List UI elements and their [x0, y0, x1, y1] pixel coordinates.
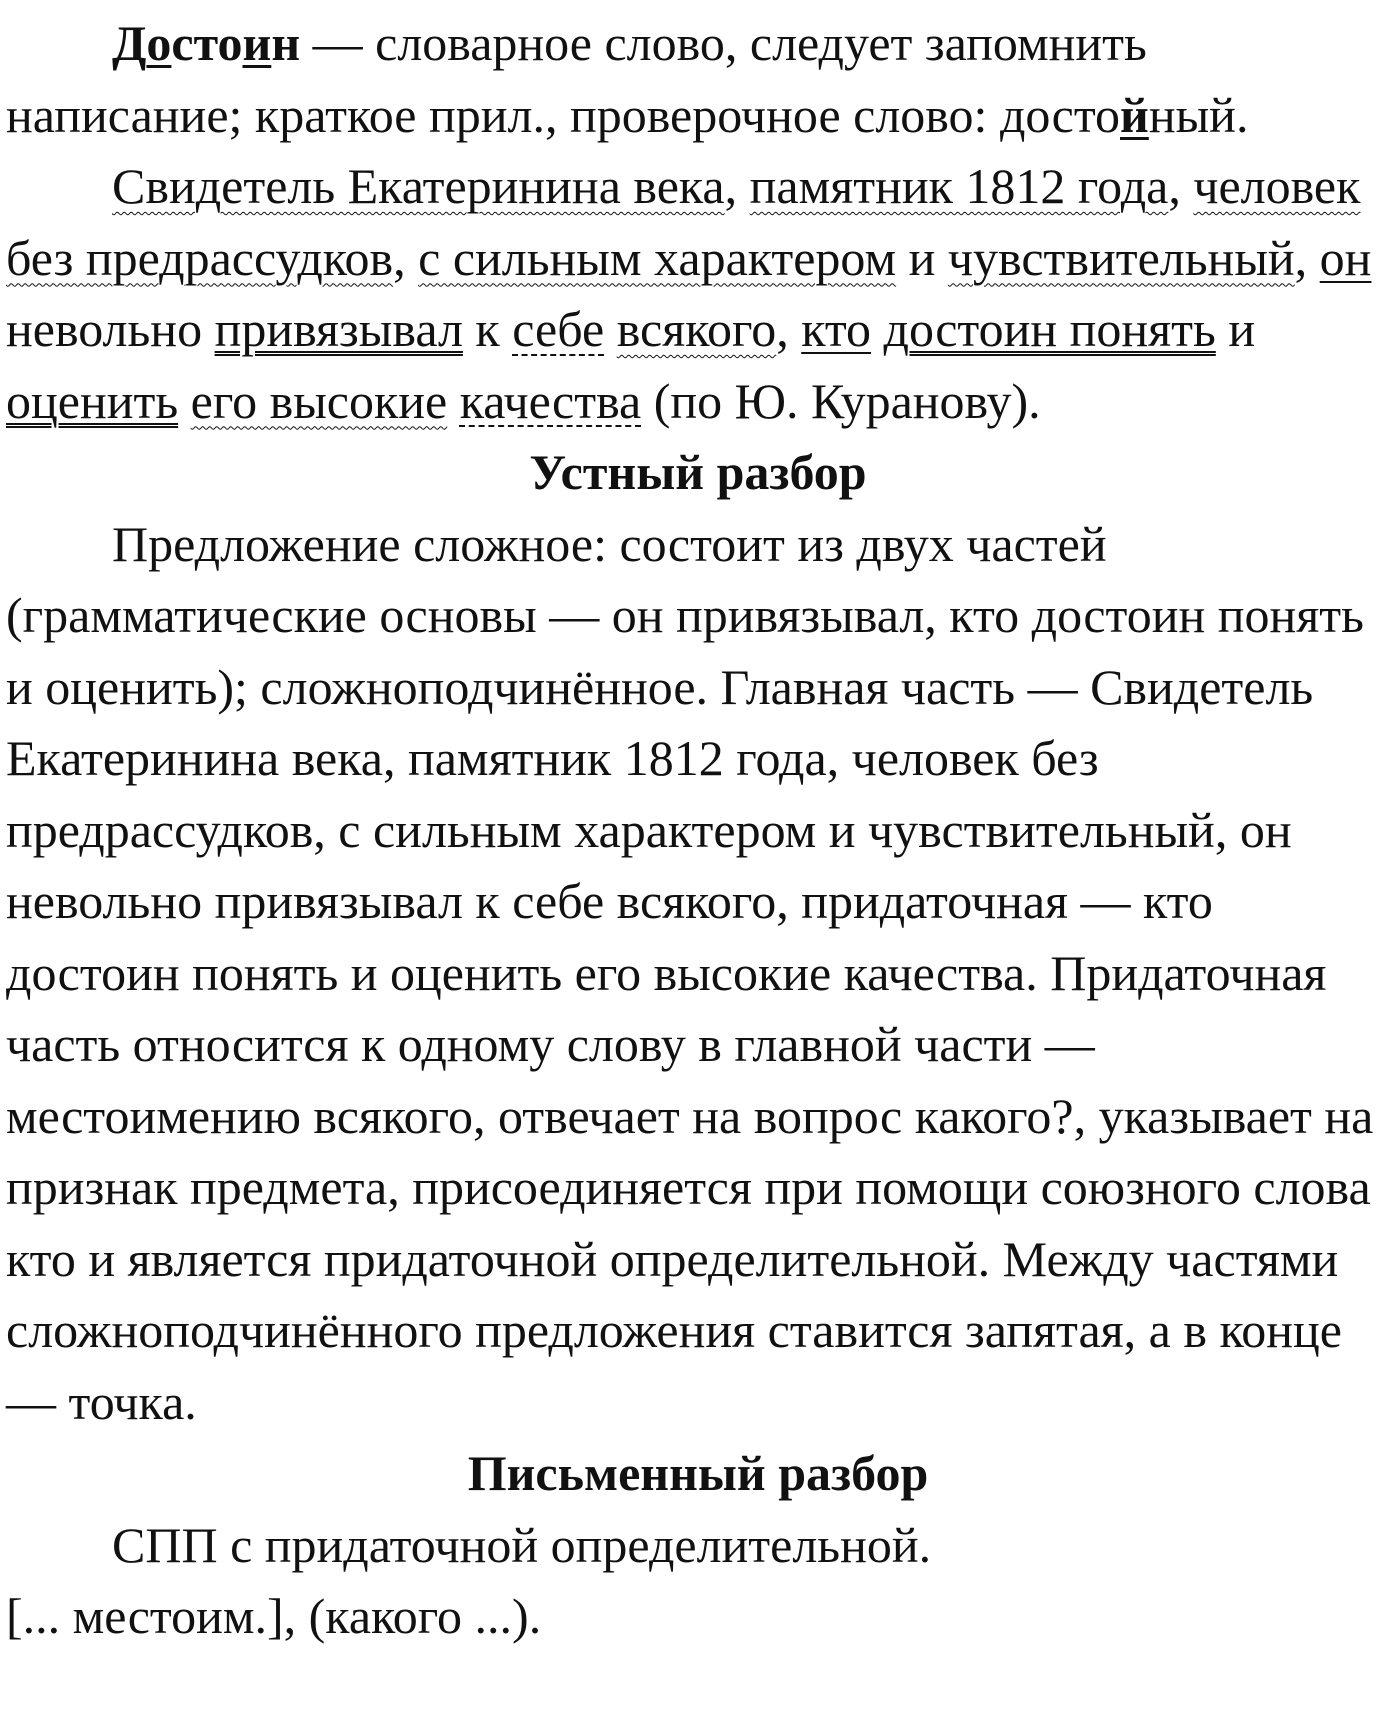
- dictionary-word-paragraph: [6, 8, 1390, 151]
- apposition-1: Свидетель Екатеринина века: [112, 158, 725, 214]
- word-part: н: [271, 15, 301, 71]
- subject-1: он: [1319, 229, 1372, 286]
- document-page: [6, 8, 1390, 1653]
- check-word-end: ный.: [1148, 86, 1249, 143]
- attribute-phrase: с сильным характером: [418, 229, 897, 286]
- dictionary-word: [112, 15, 300, 71]
- oral-analysis-heading: Устный разбор: [529, 444, 867, 500]
- predicate-2b: оценить: [6, 372, 179, 429]
- check-letter: й: [1120, 86, 1149, 143]
- word-part: Д: [112, 15, 147, 71]
- predicate-1: привязывал: [214, 301, 463, 357]
- attribute-1: всякого: [616, 301, 777, 357]
- attribute-2: его высокие: [190, 372, 448, 429]
- attribute-word: чувствительный: [947, 229, 1295, 286]
- dictionary-note-line1: — словарное слово, следует запомнить: [300, 15, 1147, 71]
- source-citation: (по Ю. Куранову).: [641, 372, 1041, 429]
- written-analysis-heading: Письменный разбор: [467, 1445, 929, 1501]
- object-2: качества: [459, 372, 642, 429]
- analyzed-sentence: Свидетель Екатеринина века, памятник 1812 года, человек без предрассудков, с сильным характером и чувствительный, он невольно привязывал к себе всякого, кто достоин понять и оценить его высокие качества (по Ю. Куранову).: [6, 158, 1372, 429]
- word-part-underlined: о: [146, 15, 172, 71]
- sentence-scheme: [... местоим.], (какого ...).: [6, 1588, 542, 1644]
- word-part: сто: [171, 15, 243, 71]
- oral-analysis-text: Предложение сложное: состоит из двух частей (грамматические основы — он привязывал, кто достоин понять и оценить); сложноподчинённое. Главная часть — Свидетель Екатеринина века, памятник 1812 года, человек без предрассудков, с сильным характером и чувствительный, он невольно привязывал к себе всякого, придаточная — кто достоин понять и оценить его высокие качества. Придаточная часть относится к одному слову в главной части — местоимению всякого, отвечает на вопрос какого?, указывает на признак предмета, присоединяется при помощи союзного слова кто и является придаточной определительной. Между частями сложноподчинённого предложения ставится запятая, а в конце — точка.: [6, 515, 1374, 1430]
- subject-2: кто: [801, 301, 872, 357]
- apposition-3: человек без предрассудков: [6, 158, 1361, 286]
- object-1: себе: [512, 301, 605, 357]
- written-analysis-line1: СПП с придаточной определительной.: [112, 1516, 932, 1573]
- predicate-2a: достоин понять: [883, 301, 1216, 357]
- dictionary-note-line2: написание; краткое прил., проверочное слово: досто: [6, 86, 1121, 143]
- word-part-underlined: и: [242, 15, 272, 71]
- apposition-2: памятник 1812 года: [749, 158, 1169, 214]
